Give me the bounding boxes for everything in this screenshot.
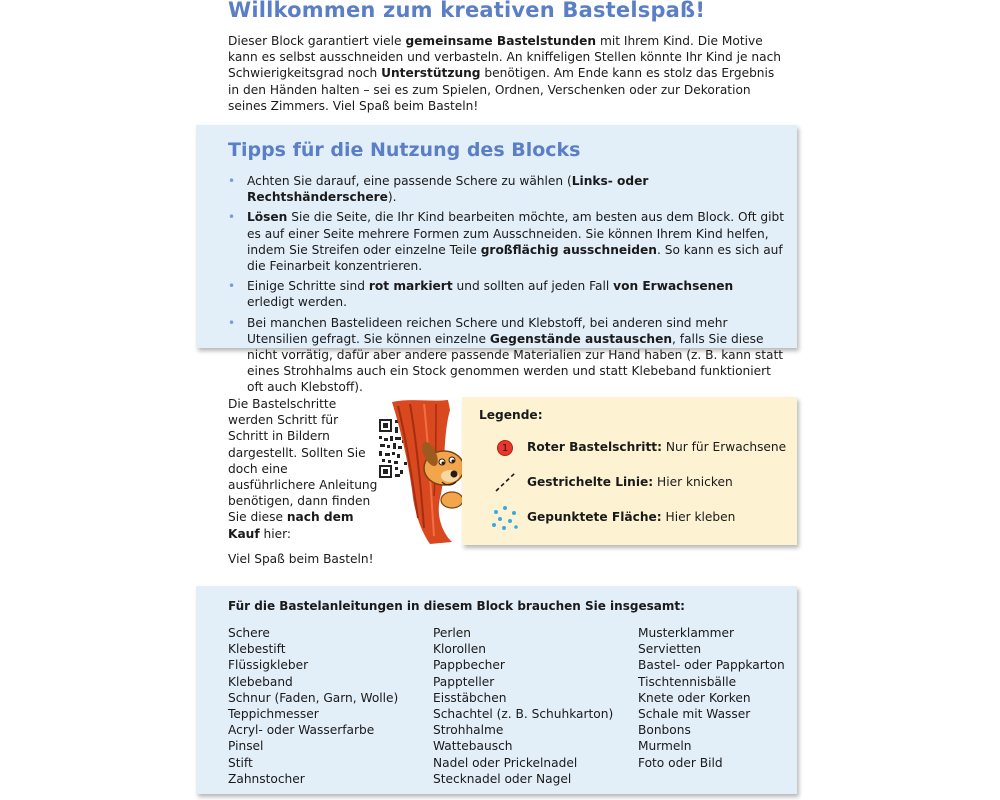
material-item: Schachtel (z. B. Schuhkarton) [433, 707, 614, 722]
dashed-line-icon [494, 470, 518, 494]
legend-title: Legende: [479, 408, 543, 422]
tip-item: • Lösen Sie die Seite, die Ihr Kind bearbeiten möchte, am besten aus dem Block. Oft gibt es auf einer Seite mehrere Formen zum Ausschneiden. Sie können Ihrem Kind helfen, indem Sie Streifen oder einzelne Teile großflächig ausschneiden. So kann es sich auf die Feinarbeit konzentrieren. [228, 210, 784, 274]
tip-item: • Einige Schritte sind rot markiert und sollten auf jeden Fall von Erwachsenen erledigt werden. [228, 279, 734, 310]
bullet-icon: • [228, 210, 236, 225]
material-item: Acryl- oder Wasserfarbe [228, 723, 375, 738]
materials-column-1 [228, 625, 398, 787]
page-title: Willkommen zum kreativen Bastelspaß! [228, 0, 706, 22]
intro-paragraph: Dieser Block garantiert viele gemeinsame Bastelstunden mit Ihrem Kind. Die Motive kann es selbst ausschneiden und verbasteln. An kniffeligen Stellen könnte Ihr Kind je nach Schwierigkeitsgrad noch Unterstützung benötigen. Am Ende kann es stolz das Ergebnis in den Händen halten – sei es zum Spielen, Ordnen, Verschenken oder zur Dekoration seines Zimmers. Viel Spaß beim Basteln! [228, 34, 782, 113]
closing-text: Viel Spaß beim Basteln! [228, 552, 374, 566]
material-item: Schnur (Faden, Garn, Wolle) [228, 690, 399, 705]
bullet-icon: • [228, 315, 236, 330]
material-item: Knete oder Korken [638, 690, 751, 705]
material-item: Stift [228, 755, 253, 770]
material-item: Flüssigkleber [228, 658, 309, 673]
material-item: Tischtennisbälle [638, 674, 737, 689]
material-item: Wattebausch [433, 739, 513, 754]
material-item: Nadel oder Prickelnadel [433, 755, 578, 770]
material-item: Klebestift [228, 642, 286, 657]
material-item: Schale mit Wasser [638, 707, 751, 722]
legend-dashed-line: Gestrichelte Linie: Hier knicken [527, 475, 733, 489]
material-item: Foto oder Bild [638, 755, 723, 770]
material-item: Bonbons [638, 723, 691, 738]
material-item: Pappteller [433, 674, 495, 689]
materials-column-3 [638, 625, 785, 771]
material-item: Klebeband [228, 674, 293, 689]
material-item: Zahnstocher [228, 771, 305, 786]
bullet-icon: • [228, 174, 236, 188]
material-item: Schere [228, 626, 270, 640]
tip-item: • Achten Sie darauf, eine passende Schere zu wählen (Links- oder Rechtshänderschere). [228, 174, 649, 205]
legend-dotted-area: Gepunktete Fläche: Hier kleben [527, 510, 736, 524]
materials-column-2 [433, 625, 613, 787]
material-item: Eisstäbchen [433, 690, 507, 705]
material-item: Strohhalme [433, 723, 504, 738]
bullet-icon: • [228, 279, 236, 294]
material-item: Perlen [433, 626, 472, 640]
red-step-badge-icon: 1 [497, 440, 513, 456]
material-item: Bastel- oder Pappkarton [638, 658, 785, 673]
tips-title: Tipps für die Nutzung des Blocks [228, 139, 581, 161]
steps-description: Die Bastelschritte werden Schritt für Schritt in Bildern dargestellt. Sollten Sie doch eine ausführlichere Anleitung benötigen, dann finden Sie diese nach dem Kauf hier: [228, 397, 378, 541]
material-item: Murmeln [638, 739, 692, 754]
material-item: Teppichmesser [228, 707, 319, 722]
materials-title: Für die Bastelanleitungen in diesem Block brauchen Sie insgesamt: [228, 599, 685, 613]
material-item: Stecknadel oder Nagel [433, 771, 572, 786]
material-item: Musterklammer [638, 626, 735, 640]
material-item: Pinsel [228, 739, 264, 754]
material-item: Pappbecher [433, 658, 505, 673]
tip-item: • Bei manchen Bastelideen reichen Schere und Klebstoff, bei anderen sind mehr Utensilien gefragt. Sie können einzelne Gegenstände austauschen, falls Sie diese nicht vorrätig, dafür aber andere passende Materialien zur Hand haben (z. B. kann statt eines Strohhalms auch ein Stock genommen werden und statt Klebeband funktioniert oft auch Klebstoff). [228, 315, 784, 395]
material-item: Servietten [638, 642, 702, 657]
dotted-area-icon [490, 504, 520, 532]
legend-red-step: Roter Bastelschritt: Nur für Erwachsene [527, 440, 787, 454]
material-item: Klorollen [433, 642, 487, 657]
tips-list [228, 173, 784, 400]
